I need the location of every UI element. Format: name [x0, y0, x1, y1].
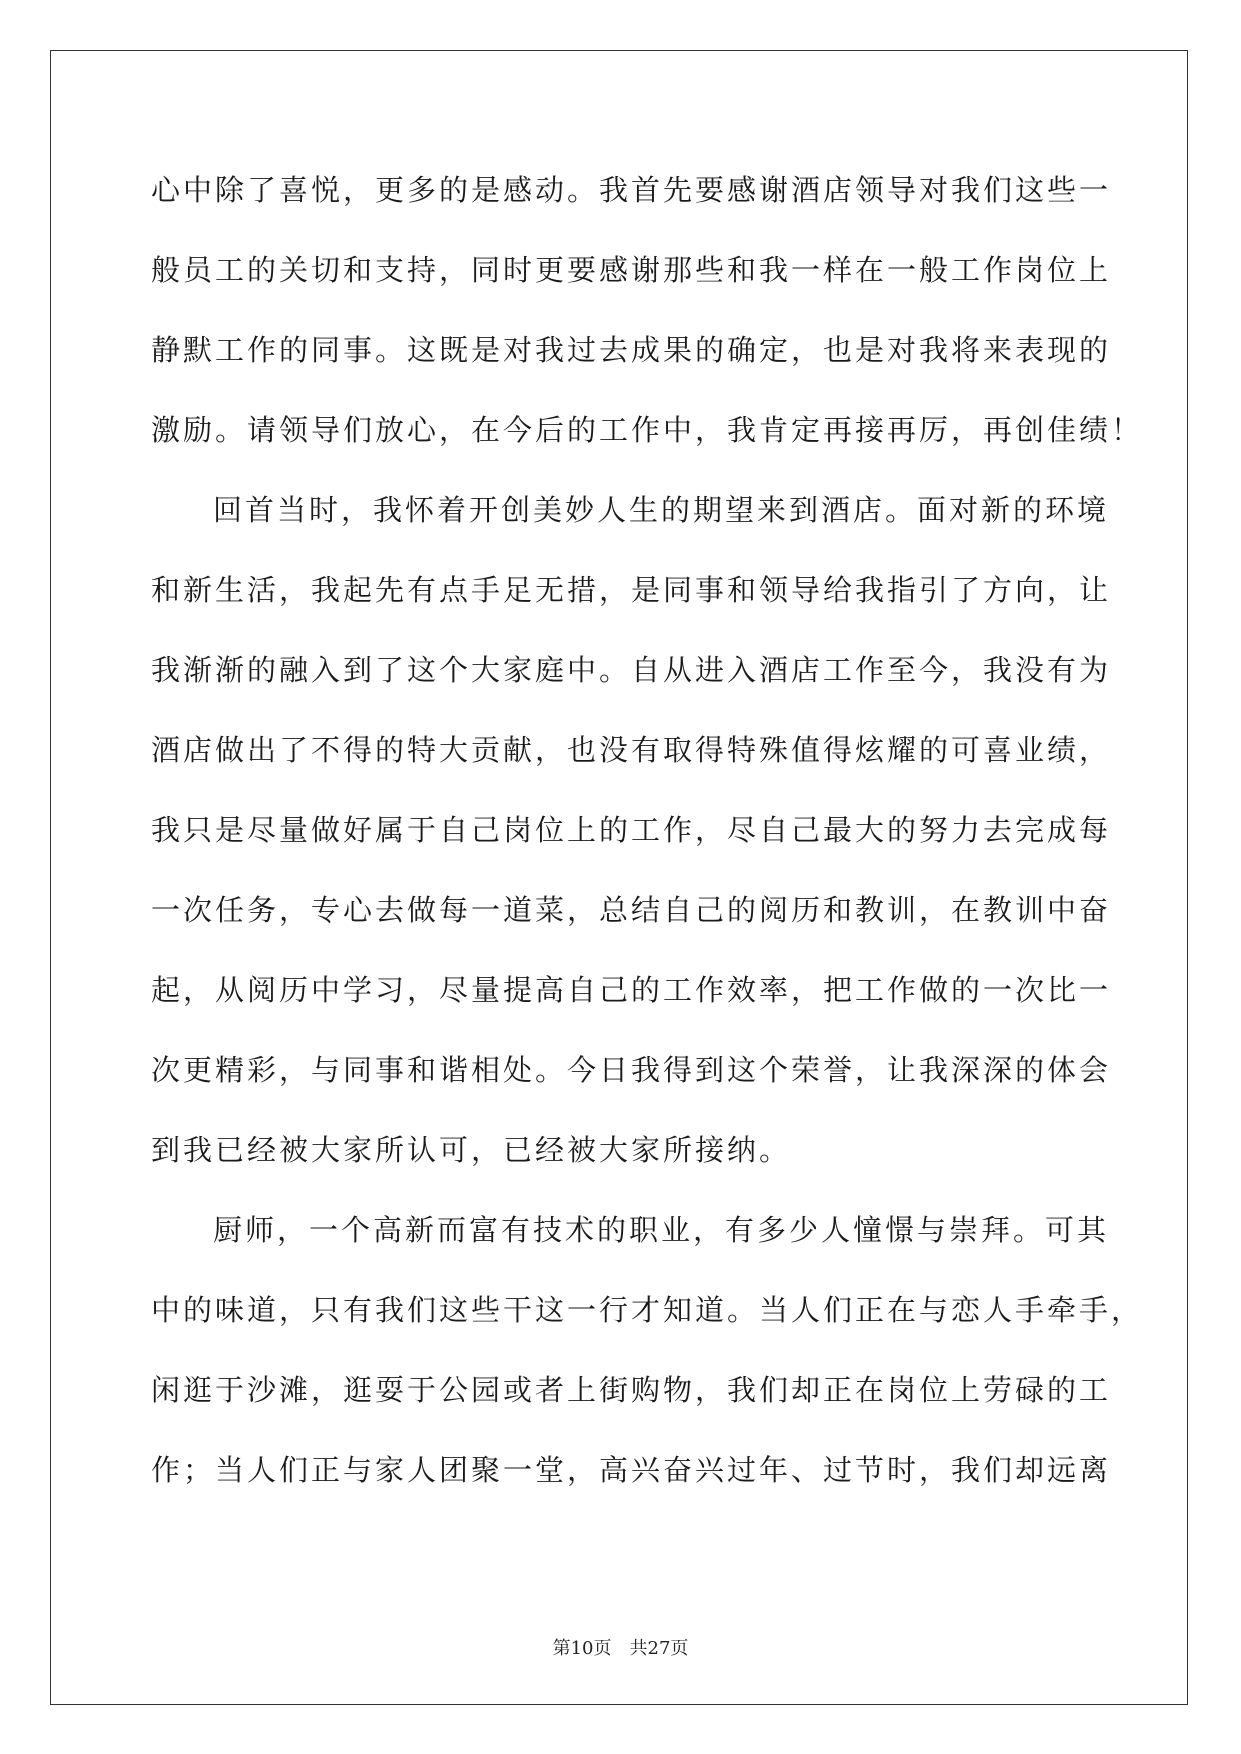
text-line: 心中除了喜悦，更多的是感动。我首先要感谢酒店领导对我们这些一 — [151, 173, 1112, 207]
text-line: 般员工的关切和支持，同时更要感谢那些和我一样在一般工作岗位上 — [151, 253, 1112, 287]
text-line: 静默工作的同事。这既是对我过去成果的确定，也是对我将来表现的 — [151, 333, 1112, 367]
text-line: 中的味道，只有我们这些干这一行才知道。当人们正在与恋人手牵手， — [151, 1293, 1144, 1327]
paragraph-last-line: 到我已经被大家所认可，已经被大家所接纳。 — [151, 1133, 792, 1167]
page-total: 共27页 — [629, 1638, 689, 1659]
text-line: 一次任务，专心去做每一道菜，总结自己的阅历和教训，在教训中奋 — [151, 893, 1112, 927]
text-line: 我渐渐的融入到了这个大家庭中。自从进入酒店工作至今，我没有为 — [151, 653, 1112, 687]
text-line: 酒店做出了不得的特大贡献，也没有取得特殊值得炫耀的可喜业绩， — [151, 733, 1112, 767]
text-line: 闲逛于沙滩，逛耍于公园或者上街购物，我们却正在岗位上劳碌的工 — [151, 1373, 1112, 1407]
page-footer — [0, 1634, 1241, 1660]
paragraph-first-line: 厨师，一个高新而富有技术的职业，有多少人憧憬与崇拜。可其 — [213, 1213, 1110, 1247]
text-line: 我只是尽量做好属于自己岗位上的工作，尽自己最大的努力去完成每 — [151, 813, 1112, 847]
text-line: 激励。请领导们放心，在今后的工作中，我肯定再接再厉，再创佳绩！ — [151, 413, 1144, 447]
document-body — [151, 150, 1144, 1510]
page-number: 第10页 — [552, 1638, 612, 1659]
text-line: 起，从阅历中学习，尽量提高自己的工作效率，把工作做的一次比一 — [151, 973, 1112, 1007]
paragraph-first-line: 回首当时，我怀着开创美妙人生的期望来到酒店。面对新的环境 — [213, 493, 1110, 527]
text-line: 次更精彩，与同事和谐相处。今日我得到这个荣誉，让我深深的体会 — [151, 1053, 1112, 1087]
text-line: 作；当人们正与家人团聚一堂，高兴奋兴过年、过节时，我们却远离 — [151, 1453, 1112, 1487]
text-line: 和新生活，我起先有点手足无措，是同事和领导给我指引了方向，让 — [151, 573, 1112, 607]
